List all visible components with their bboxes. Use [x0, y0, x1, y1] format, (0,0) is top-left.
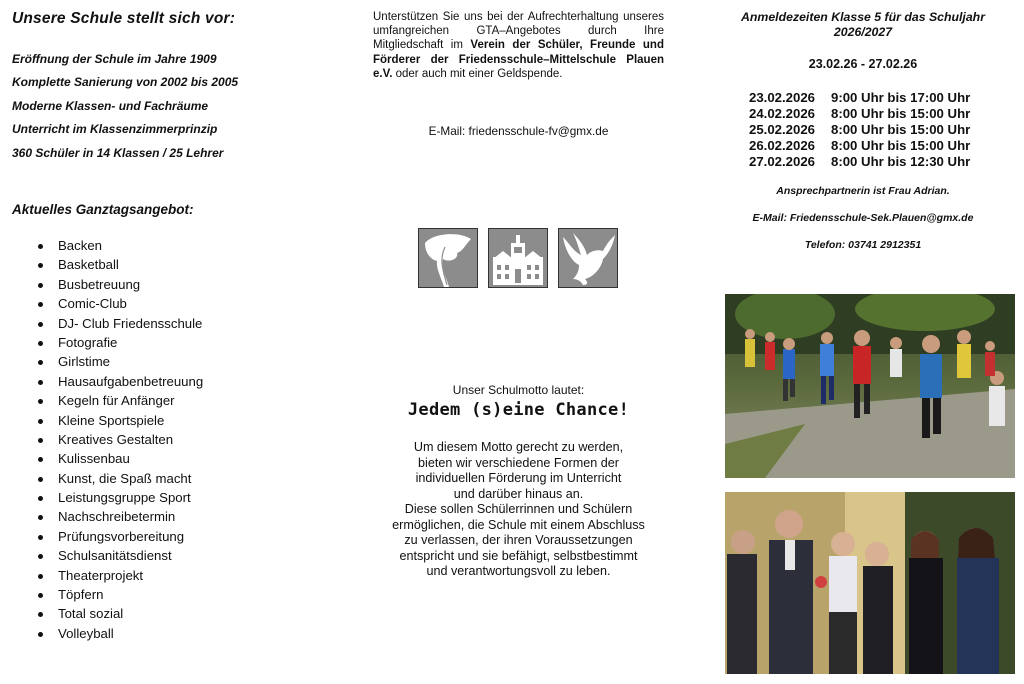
- registration-range: 23.02.26 - 27.02.26: [808, 57, 918, 71]
- bullet-icon: [38, 263, 43, 268]
- list-item: Töpfern: [38, 585, 203, 604]
- date-row: 24.02.2026 8:00 Uhr bis 15:00 Uhr: [749, 106, 971, 121]
- bullet-icon: [38, 438, 43, 443]
- bullet-icon: [38, 574, 43, 579]
- list-item: Volleyball: [38, 624, 203, 643]
- date-row: 27.02.2026 8:00 Uhr bis 12:30 Uhr: [749, 154, 971, 169]
- list-item: Backen: [38, 236, 203, 255]
- list-item: Comic-Club: [38, 294, 203, 313]
- list-item: Kegeln für Anfänger: [38, 391, 203, 410]
- support-paragraph: Unterstützen Sie uns bei der Aufrechterhaltung unseres umfangreichen GTA–Angebotes durch Ihre Mitgliedschaft im Verein der Schüler, Freunde und Förderer der Friedensschule–Mittelschule Plauen e.V. oder auch mit einer Geldspende.: [373, 11, 664, 80]
- list-item: Fotografie: [38, 333, 203, 352]
- bullet-icon: [38, 593, 43, 598]
- page-heading: Unsere Schule stellt sich vor:: [12, 10, 236, 27]
- registration-dates: [749, 90, 970, 170]
- bullet-icon: [38, 515, 43, 520]
- bullet-icon: [38, 399, 43, 404]
- list-item: Kreatives Gestalten: [38, 430, 203, 449]
- date-row: 23.02.2026 9:00 Uhr bis 17:00 Uhr: [749, 90, 971, 105]
- list-item: Kleine Sportspiele: [38, 411, 203, 430]
- list-item: Kulissenbau: [38, 449, 203, 468]
- association-name: Verein der Schüler, Freunde und Förderer der Friedensschule–Mittelschule Plauen e.V.: [373, 39, 664, 80]
- running-photo: [725, 294, 1015, 478]
- bullet-icon: [38, 612, 43, 617]
- list-item: Prüfungsvorbereitung: [38, 527, 203, 546]
- list-item: Basketball: [38, 255, 203, 274]
- activities-list: [38, 236, 203, 643]
- bullet-icon: [38, 632, 43, 637]
- registration-title: Anmeldezeiten Klasse 5 für das Schuljahr 2026/2027: [741, 10, 985, 39]
- bullet-icon: [38, 535, 43, 540]
- school-building-icon: [488, 228, 548, 288]
- school-motto: Jedem (s)eine Chance!: [407, 400, 630, 420]
- ganztag-heading: Aktuelles Ganztagsangebot:: [12, 202, 194, 217]
- ceremony-photo: [725, 492, 1015, 674]
- bullet-icon: [38, 302, 43, 307]
- list-item: Kunst, die Spaß macht: [38, 469, 203, 488]
- bullet-icon: [38, 322, 43, 327]
- list-item: Total sozial: [38, 604, 203, 623]
- bullet-icon: [38, 380, 43, 385]
- list-item: Leistungsgruppe Sport: [38, 488, 203, 507]
- bullet-icon: [38, 419, 43, 424]
- list-item: Schulsanitätsdienst: [38, 546, 203, 565]
- fact-renovation: Komplette Sanierung von 2002 bis 2005: [12, 75, 239, 89]
- contact-person: Ansprechpartnerin ist Frau Adrian.: [776, 185, 950, 197]
- fact-students: 360 Schüler in 14 Klassen / 25 Lehrer: [12, 146, 224, 160]
- list-item: Nachschreibetermin: [38, 507, 203, 526]
- motto-intro: Unser Schulmotto lautet:: [452, 383, 585, 397]
- bullet-icon: [38, 496, 43, 501]
- date-row: 25.02.2026 8:00 Uhr bis 15:00 Uhr: [749, 122, 971, 137]
- fact-rooms: Moderne Klassen- und Fachräume: [12, 99, 209, 113]
- bullet-icon: [38, 341, 43, 346]
- list-item: Hausaufgabenbetreuung: [38, 372, 203, 391]
- association-email: E-Mail: friedensschule-fv@gmx.de: [428, 124, 609, 138]
- motto-paragraph: Um diesem Motto gerecht zu werden, bieten wir verschiedene Formen der individuellen Förderung im Unterricht und darüber hinaus an. Diese sollen Schülerrinnen und Schülern ermöglichen, die Schule mit einem Abschluss zu verlassen, der ihren Voraussetzungen entspricht und sie befähigt, selbstbestimmt und verantwortungsvoll zu leben.: [392, 440, 645, 578]
- bullet-icon: [38, 554, 43, 559]
- ginkgo-leaf-icon: [418, 228, 478, 288]
- bullet-icon: [38, 244, 43, 249]
- list-item: Busbetreuung: [38, 275, 203, 294]
- bullet-icon: [38, 283, 43, 288]
- list-item: DJ- Club Friedensschule: [38, 314, 203, 333]
- list-item: Theaterprojekt: [38, 566, 203, 585]
- bullet-icon: [38, 360, 43, 365]
- contact-phone: Telefon: 03741 2912351: [804, 239, 922, 251]
- list-item: Girlstime: [38, 352, 203, 371]
- bullet-icon: [38, 457, 43, 462]
- date-row: 26.02.2026 8:00 Uhr bis 15:00 Uhr: [749, 138, 971, 153]
- dove-icon: [558, 228, 618, 288]
- bullet-icon: [38, 477, 43, 482]
- fact-opening: Eröffnung der Schule im Jahre 1909: [12, 52, 217, 66]
- fact-classroom-principle: Unterricht im Klassenzimmerprinzip: [12, 122, 218, 136]
- contact-email: E-Mail: Friedensschule-Sek.Plauen@gmx.de: [752, 212, 974, 224]
